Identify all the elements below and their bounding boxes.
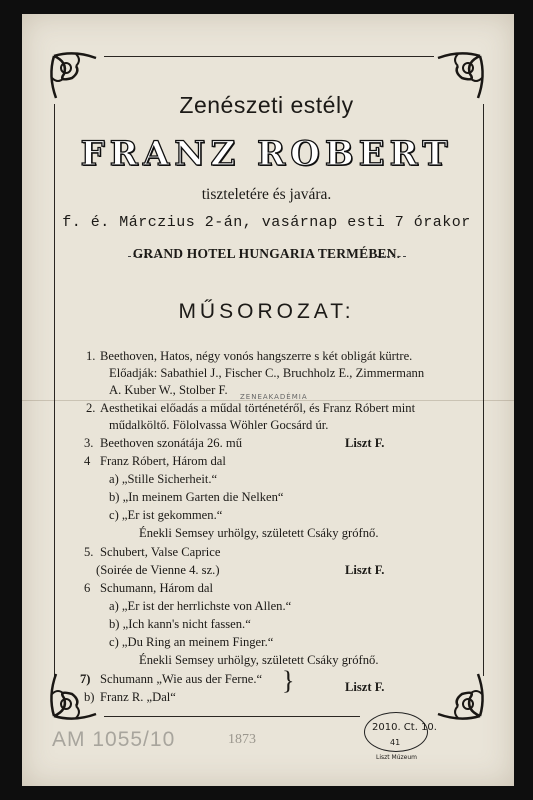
frame-top [104,56,434,57]
item-number: 2. [86,401,96,415]
stamp-label: Liszt Múzeum [376,754,418,761]
item-number: b) [84,690,95,704]
performer-name: Liszt F. [345,436,385,450]
item-5-line-1: Schubert, Valse Caprice [100,545,221,559]
item-1-line-2: Előadják: Sabathiel J., Fischer C., Bruchholz E., Zimmermann [109,366,425,380]
item-number: 7) [80,672,91,686]
performer-name: Liszt F. [345,680,385,694]
honoree-name: FRANZ ROBERT [80,134,453,174]
item-6-song-a: a) „Er ist der herrlichste von Allen.“ [109,599,292,613]
item-7-a: Schumann „Wie aus der Ferne.“ [100,672,263,686]
item-6-performer: Énekli Semsey urhölgy, született Csáky grófnő. [139,653,379,667]
shelfmark: AM 1055/10 [52,728,176,751]
event-title: Zenészeti estély [179,92,354,118]
item-6-song-c: c) „Du Ring an meinem Finger.“ [109,635,274,649]
brace: } [282,666,295,695]
stamp-number: 41 [390,738,401,747]
frame-bottom [104,716,360,717]
item-4-performer: Énekli Semsey urhölgy, született Csáky grófnő. [139,526,379,540]
item-3: Beethoven szonátája 26. mű [100,436,242,450]
year-note: 1873 [228,732,256,747]
item-number: 4 [84,454,91,468]
item-number: 3. [84,436,94,450]
item-6: Schumann, Három dal [100,581,213,595]
venue-dash-right [376,256,406,257]
item-4-song-c: c) „Er ist gekommen.“ [109,508,223,522]
item-2-line-2: műdalköltő. Fölolvassa Wöhler Gocsárd úr. [109,418,329,432]
item-2-line-1: Aesthetikai előadás a műdal történetéről, és Franz Róbert mint [100,401,416,415]
item-4-song-a: a) „Stille Sicherheit.“ [109,472,218,486]
item-number: 5. [84,545,94,559]
stamp-date: 2010. Ct. 10. [372,722,437,733]
library-stamp: ZENEAKADÉMIA [240,393,308,401]
item-7-b: Franz R. „Dal“ [100,690,176,704]
item-5-line-2: (Soirée de Vienne 4. sz.) [96,563,220,577]
item-4-song-b: b) „In meinem Garten die Nelken“ [109,490,284,504]
corner-ornament-bottom-right [432,668,488,724]
honor-line: tiszteletére és javára. [201,186,332,203]
item-6-song-b: b) „Ich kann's nicht fassen.“ [109,617,251,631]
item-4: Franz Róbert, Három dal [100,454,226,468]
item-number: 1. [86,349,96,363]
item-number: 6 [84,581,91,595]
item-1-line-3: A. Kuber W., Stolber F. [109,383,228,397]
item-1-line-1: Beethoven, Hatos, négy vonós hangszerre s két obligát kürtre. [100,349,413,363]
date-line: f. é. Márczius 2-án, vasárnap esti 7 órakor [62,214,471,231]
performer-name: Liszt F. [345,563,385,577]
program-heading: MŰSOROZAT: [178,300,355,323]
venue-line: GRAND HOTEL HUNGARIA TERMÉBEN. [132,246,401,261]
